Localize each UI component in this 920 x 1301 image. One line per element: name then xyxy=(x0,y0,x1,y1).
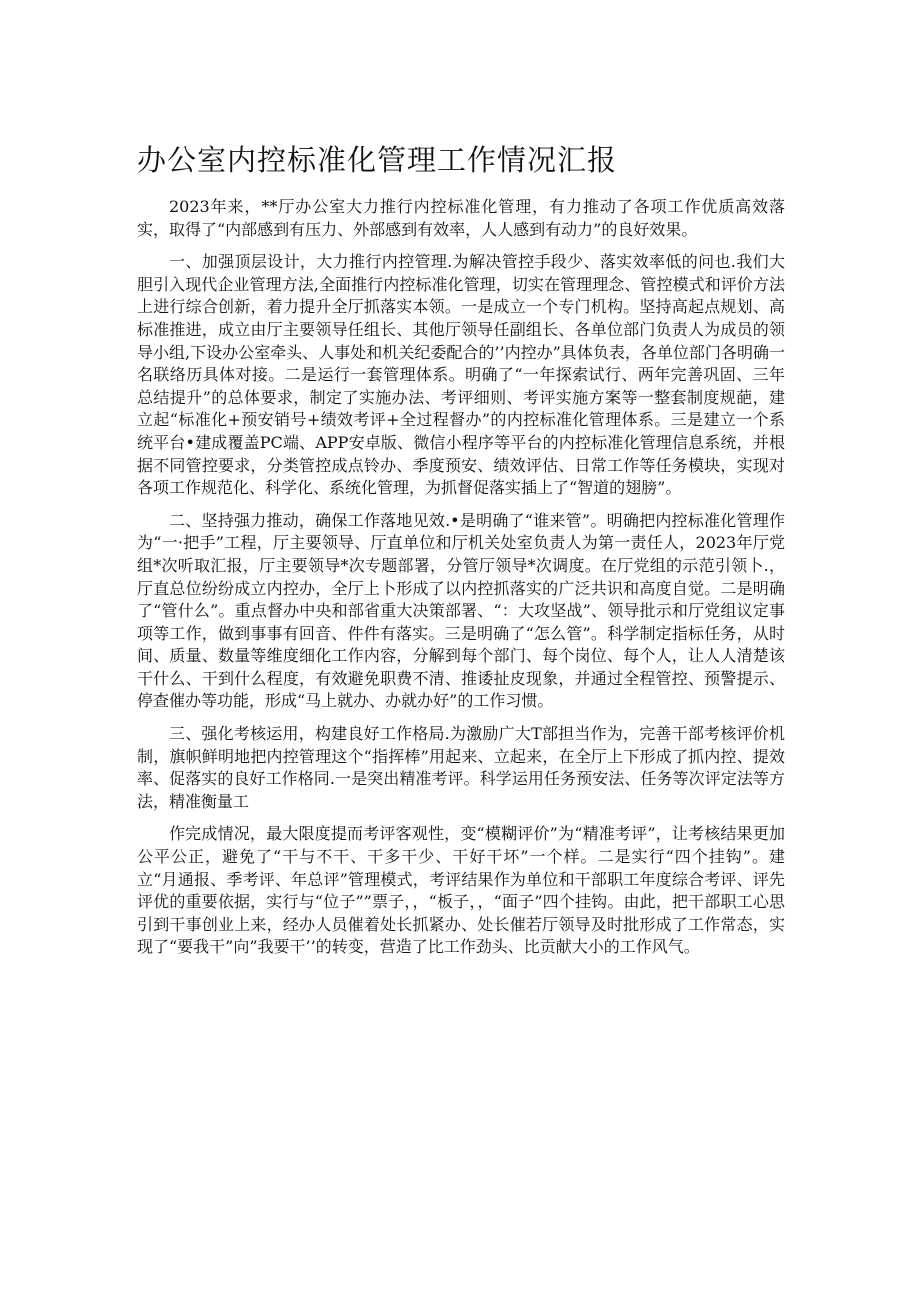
paragraph-section-3-continued: 作完成情况，最大限度提而考评客观性，变“模糊评价”为“精准考评”，让考核结果更加公平公正，避免了“干与不干、干多干少、干好干坏”一个样。二是实行“四个挂钩”。建立“月通报、季考评、年总评”管理模式，考评结果作为单位和干部职工年度综合考评、评先评优的重要依据，实行与“位子””票子，，“板子，，“面子”四个挂钩。由此，把干部职工心思引到干事创业上来，经办人员催着处长抓紧办、处长催若厅领导及时批形成了工作常态，实现了“要我干”向”我要干’’的转变，营造了比工作劲头、比贡献大小的工作风气。 xyxy=(137,824,785,957)
paragraph-intro: 2023年来，**厅办公室大力推行内控标准化管理，有力推动了各项工作优质高效落实，取得了“内部感到有压力、外部感到有效率，人人感到有动力”的良好效果。 xyxy=(137,197,785,239)
paragraph-section-3: 三、强化考核运用，构建良好工作格局.为激励广大T部担当作为，完善干部考核评价机制，旗帜鲜明地把内控管理这个“指挥棒”用起来、立起来，在全厅上下形成了抓内控、提效率、促落实的良好工作格同.一是突出精准考评。科学运用任务预安法、任务等次评定法等方法，精准衡量工 xyxy=(137,724,785,811)
document-page xyxy=(137,138,785,969)
paragraph-section-1: 一、加强顶层设计，大力推行内控管理.为解决管控手段少、落实效率低的问也.我们大胆引入现代企业管理方法,全面推行内控标准化管理，切实在管理理念、管控模式和评价方法上进行综合创新，着力提升全厅抓落实本领。一是成立一个专门机构。坚持高起点规划、高标准推进，成立由厅主要领导任组长、其他厅领导任副组长、各单位部门负责人为成员的领导小组,下设办公室牵头、人事处和机关纪委配合的’’内控办”具体负表，各单位部门各明确一名联络历具体对接。二是运行一套管理体系。明确了“一年探索试行、两年完善巩固、三年总结提升”的总体要求，制定了实施办法、考评细则、考评实施方案等一整套制度规葩，建立起“标准化+预安销号+绩效考评+全过程督办”的内控标准化管理体系。三是建立一个系统平台•建成覆盖PC端、APP安卓版、微信小程序等平台的内控标准化管理信息系统，并根据不同管控要求，分类管控成点铃办、季度预安、绩效评估、日常工作等任务模块，实现对各项工作规范化、科学化、系统化管理，为抓督促落实插上了“智道的翅膀”。 xyxy=(137,252,785,498)
paragraph-section-2: 二、坚持强力推动，确保工作落地见效.•是明确了“谁来管”。明确把内控标准化管理作为“一·把手”工程，厅主要领导、厅直单位和厅机关处室负责人为第一责任人，2023年厅党组*次听取汇报，厅主要领导*次专题部署，分管厅领导*次调度。在厅党组的示范引领卜.，厅直总位纷纷成立内控办，全厅上卜形成了以内控抓落实的广泛共识和高度自觉。二是明确了“管什么”。重点督办中央和部省重大决策部署、“：大攻坚战”、领导批示和厅党组议定事项等工作，做到事事有回音、件件有落实。三是明确了“怎么管”。科学制定指标任务，从时间、质量、数量等维度细化工作内容，分解到每个部门、每个岗位、每个人，让人人清楚该干什么、干到什么程度，有效避免职费不清、推诿扯皮现象，并通过全程管控、预警提示、停查催办等功能，形成“马上就办、办就办好”的工作习惯。 xyxy=(137,510,785,711)
document-title: 办公室内控标准化管理工作情况汇报 xyxy=(137,143,618,177)
